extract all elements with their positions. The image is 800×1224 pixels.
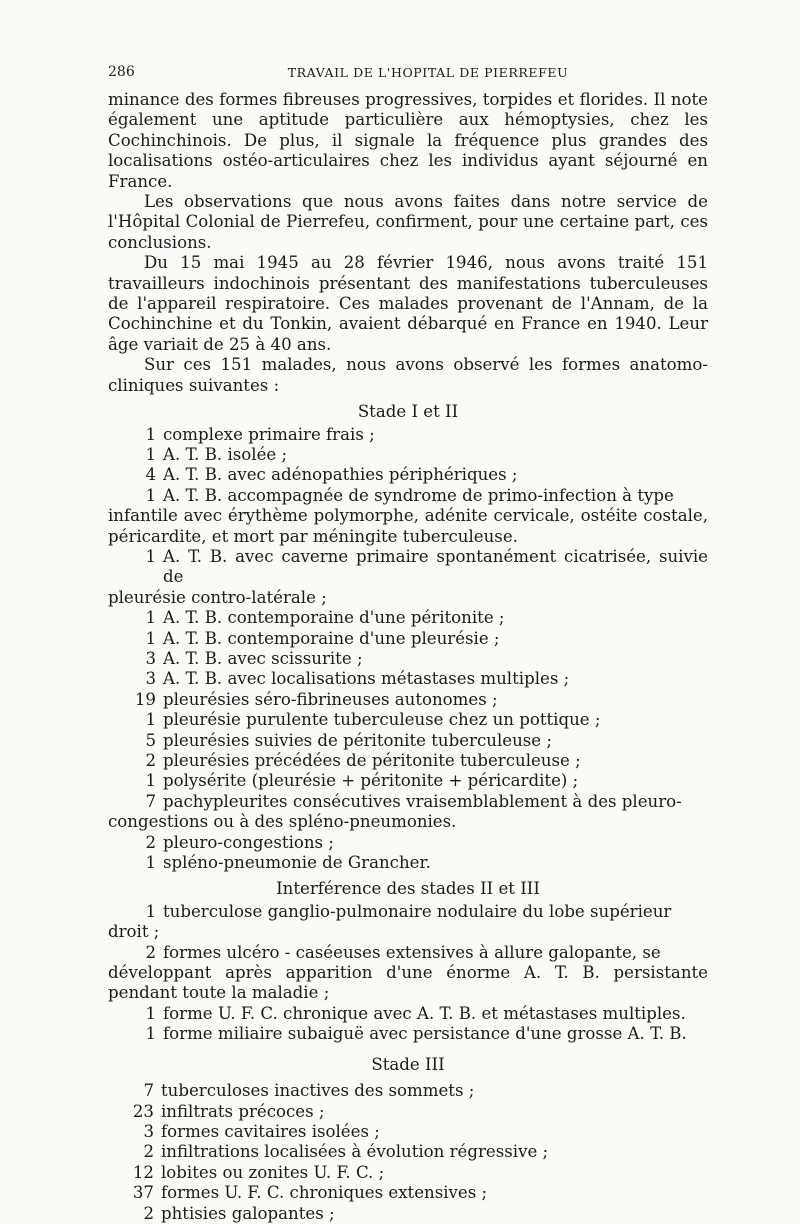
item-text: pleurésies précédées de péritonite tuberculeuse ;: [163, 751, 581, 770]
item-count: 1: [145, 485, 156, 505]
list-item: [108, 1024, 708, 1044]
item-count: 5: [145, 730, 156, 750]
item-text: pleurésie purulente tuberculeuse chez un pottique ;: [163, 710, 601, 730]
item-text: spléno-pneumonie de Grancher.: [163, 853, 431, 873]
item-text: A. T. B. avec localisations métastases multiples ;: [163, 669, 570, 689]
list-item: [108, 833, 708, 853]
paragraph-1: minance des formes fibreuses progressives, torpides et florides. Il note également une aptitude particulière aux hémoptysies, chez les Cochinchinois. De plus, il signale la fréquence plus grandes des localisations ostéo-articulaires chez les individus ayant séjourné en France.: [108, 90, 708, 191]
item-text: complexe primaire frais ;: [163, 424, 375, 444]
item-text: pachypleurites consécutives vraisemblablement à des pleuro-: [163, 791, 682, 811]
page: [108, 60, 708, 1224]
list-item: [108, 669, 708, 689]
item-count: 2: [143, 1203, 154, 1223]
item-count: 3: [145, 669, 156, 689]
list-item: [108, 1204, 708, 1224]
item-count: 1: [145, 853, 156, 873]
item-count: 7: [145, 791, 156, 811]
item-text: A. T. B. contemporaine d'une pleurésie ;: [163, 628, 500, 648]
section-heading-interference: Interférence des stades II et III: [276, 879, 540, 899]
item-count: 1: [145, 608, 156, 628]
item-text: phtisies galopantes ;: [161, 1203, 335, 1223]
list-item: [108, 771, 708, 791]
list-item: [108, 547, 708, 588]
list-item: [108, 465, 708, 485]
item-count: 19: [134, 689, 156, 709]
list-stade-3: [108, 1081, 708, 1224]
list-item: [108, 629, 708, 649]
item-count: 1: [145, 771, 156, 791]
list-item: [108, 943, 708, 963]
item-text: forme miliaire subaiguë avec persistance d'une grosse A. T. B.: [163, 1024, 687, 1044]
section-heading-stade-3: Stade III: [371, 1054, 445, 1074]
item-text: pleurésies séro-fibrineuses autonomes ;: [163, 689, 498, 709]
paragraph-4: Sur ces 151 malades, nous avons observé les formes anatomo-cliniques suivantes :: [108, 355, 708, 395]
item-text: A. T. B. contemporaine d'une péritonite ;: [163, 608, 505, 628]
item-count: 2: [145, 751, 156, 770]
list-item: [108, 710, 708, 730]
page-header: [108, 60, 708, 82]
item-count: 1: [145, 901, 156, 921]
item-count: 1: [145, 1024, 156, 1044]
item-count: 3: [143, 1121, 154, 1141]
item-count: 12: [132, 1162, 154, 1182]
item-text: A. T. B. avec caverne primaire spontanément cicatrisée, suivie de: [163, 546, 708, 587]
item-continuation: congestions ou à des spléno-pneumonies.: [108, 812, 457, 832]
item-count: 2: [145, 832, 156, 852]
item-continuation: développant après apparition d'une énorme A. T. B. persistante pendant toute la maladie ;: [108, 963, 708, 1003]
paragraph-3: Du 15 mai 1945 au 28 février 1946, nous avons traité 151 travailleurs indochinois présentant des manifestations tuberculeuses de l'appareil respiratoire. Ces malades provenant de l'Annam, de la Cochinchine et du Tonkin, avaient débarqué en France en 1940. Leur âge variait de 25 à 40 ans.: [108, 253, 708, 354]
item-text: tuberculose ganglio-pulmonaire nodulaire du lobe supérieur: [163, 901, 672, 921]
item-text: A. T. B. accompagnée de syndrome de primo-infection à type: [163, 485, 674, 505]
list-item: [108, 731, 708, 751]
item-count: 2: [143, 1142, 154, 1162]
item-text: A. T. B. avec scissurite ;: [163, 648, 363, 668]
list-item: [108, 1183, 708, 1203]
item-count: 1: [145, 424, 156, 444]
item-count: 1: [145, 628, 156, 648]
list-item: [108, 1163, 708, 1183]
item-text: infiltrats précoces ;: [161, 1101, 325, 1121]
item-count: 2: [145, 942, 156, 962]
list-item: [108, 902, 708, 922]
running-title: TRAVAIL DE L'HOPITAL DE PIERREFEU: [287, 65, 569, 80]
item-text: formes cavitaires isolées ;: [161, 1121, 380, 1141]
list-item: [108, 608, 708, 628]
item-count: 7: [143, 1081, 154, 1101]
item-text: tuberculoses inactives des sommets ;: [161, 1081, 475, 1101]
list-item: [108, 751, 708, 771]
item-count: 3: [145, 648, 156, 668]
list-item: [108, 792, 708, 812]
item-count: 1: [145, 1003, 156, 1023]
list-item: [108, 1122, 708, 1142]
item-count: 23: [132, 1101, 154, 1121]
item-text: A. T. B. isolée ;: [163, 444, 288, 464]
list-item: [108, 690, 708, 710]
item-continuation: droit ;: [108, 922, 160, 942]
item-count: 1: [145, 546, 156, 566]
item-count: 37: [132, 1183, 154, 1203]
list-item: [108, 649, 708, 669]
item-count: 1: [145, 444, 156, 464]
item-text: pleuro-congestions ;: [163, 832, 334, 852]
list-item: [108, 1004, 708, 1024]
item-count: 4: [145, 465, 156, 485]
list-item: [108, 853, 708, 873]
paragraph-2: Les observations que nous avons faites dans notre service de l'Hôpital Colonial de Pierrefeu, confirment, pour une certaine part, ces conclusions.: [108, 192, 708, 252]
item-text: polysérite (pleurésie + péritonite + péricardite) ;: [163, 771, 579, 791]
list-item: [108, 425, 708, 445]
list-item: [108, 445, 708, 465]
list-stade-1-2: [108, 425, 708, 874]
item-continuation: infantile avec érythème polymorphe, adénite cervicale, ostéite costale, péricardite, et mort par méningite tuberculeuse.: [108, 506, 708, 546]
item-text: forme U. F. C. chronique avec A. T. B. et métastases multiples.: [163, 1003, 686, 1023]
list-item: [108, 1081, 708, 1101]
item-text: pleurésies suivies de péritonite tuberculeuse ;: [163, 730, 552, 750]
item-continuation: pleurésie contro-latérale ;: [108, 587, 327, 607]
item-text: A. T. B. avec adénopathies périphériques ;: [163, 465, 518, 485]
list-item: [108, 1142, 708, 1162]
item-count: 1: [145, 710, 156, 730]
list-item: [108, 1102, 708, 1122]
item-text: formes ulcéro - caséeuses extensives à allure galopante, se: [163, 942, 661, 962]
list-interference: [108, 902, 708, 1045]
item-text: infiltrations localisées à évolution régressive ;: [161, 1142, 549, 1162]
item-text: formes U. F. C. chroniques extensives ;: [161, 1183, 488, 1203]
page-number: 286: [108, 64, 135, 80]
section-heading-stade-1-2: Stade I et II: [357, 402, 459, 422]
item-text: lobites ou zonites U. F. C. ;: [161, 1162, 385, 1182]
list-item: [108, 486, 708, 506]
